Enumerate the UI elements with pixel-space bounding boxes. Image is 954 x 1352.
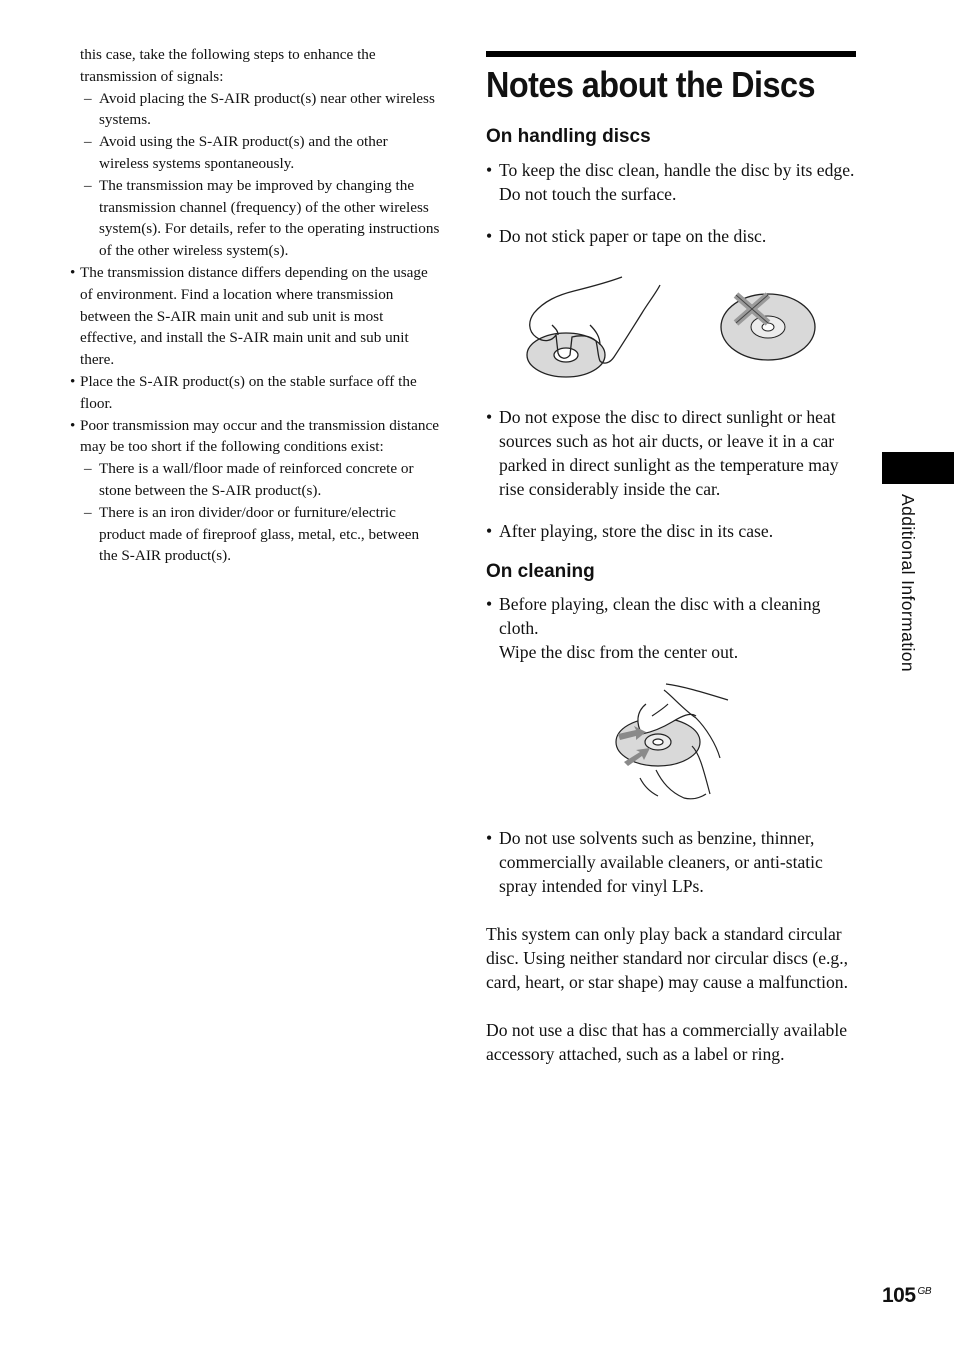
handling-bullet: • To keep the disc clean, handle the disc by its edge. Do not touch the surface. [486,158,858,206]
storage-bullet: • Do not expose the disc to direct sunlight or heat sources such as hot air ducts, or leave it in a car parked in direct sunlight as the temperature may rise considerably inside the car. [486,405,858,501]
cleaning-line: Before playing, clean the disc with a cleaning cloth. [499,594,821,639]
handling-bullet: • Do not stick paper or tape on the disc. [486,224,858,248]
page-number-suffix: GB [917,1286,931,1297]
cleaning-heading: On cleaning [486,561,595,583]
step-item: – The transmission may be improved by changing the transmission channel (frequency) of the other wireless system(s). For details, refer to the operating instructions of the other wireless system(s). [68,175,440,262]
bullet-transmission-distance: • The transmission distance differs depending on the usage of environment. Find a location where transmission between the S-AIR main unit and sub unit is most effective, and install the S-AIR main unit and sub unit there. [68,262,440,371]
touched-disc-prohibited-icon [721,294,815,360]
left-column [68,44,440,567]
storage-bullet: • After playing, store the disc in its case. [486,519,858,543]
intro-text: this case, take the following steps to enhance the transmission of signals: [80,46,376,85]
accessory-paragraph: Do not use a disc that has a commercially available accessory attached, such as a label or ring. [486,1019,848,1064]
section-side-label: Additional Information [898,494,918,673]
title-rule [486,51,856,57]
page-title: Notes about the Discs [486,64,815,105]
condition-item: – There is a wall/floor made of reinforced concrete or stone between the S-AIR product(s). [68,458,440,502]
page-number-value: 105 [882,1284,916,1307]
wipe-disc-icon [616,684,728,799]
disc-cleaning-illustration [486,682,858,812]
standard-disc-paragraph: This system can only play back a standard circular disc. Using neither standard nor circular discs (e.g., card, heart, or star shape) may cause a malfunction. [486,923,849,992]
bullet-stable-surface: • Place the S-AIR product(s) on the stable surface off the floor. [68,371,440,415]
right-column [486,51,858,1066]
disc-handling-illustration [486,265,858,397]
cleaning-bullet [486,592,858,664]
step-item: – Avoid placing the S-AIR product(s) near other wireless systems. [68,88,440,132]
hand-holding-disc-icon [527,277,660,377]
cleaning-line: Wipe the disc from the center out. [499,642,739,663]
section-tab-marker [882,452,954,484]
condition-item: – There is an iron divider/door or furniture/electric product made of fireproof glass, metal, etc., between the S-AIR product(s). [68,502,440,567]
step-item: – Avoid using the S-AIR product(s) and the other wireless systems spontaneously. [68,131,440,175]
bullet-poor-transmission: • Poor transmission may occur and the transmission distance may be too short if the following conditions exist: [68,415,440,459]
page-number [882,1284,931,1308]
handling-heading: On handling discs [486,126,651,147]
solvent-bullet: • Do not use solvents such as benzine, thinner, commercially available cleaners, or anti-static spray intended for vinyl LPs. [486,826,858,898]
